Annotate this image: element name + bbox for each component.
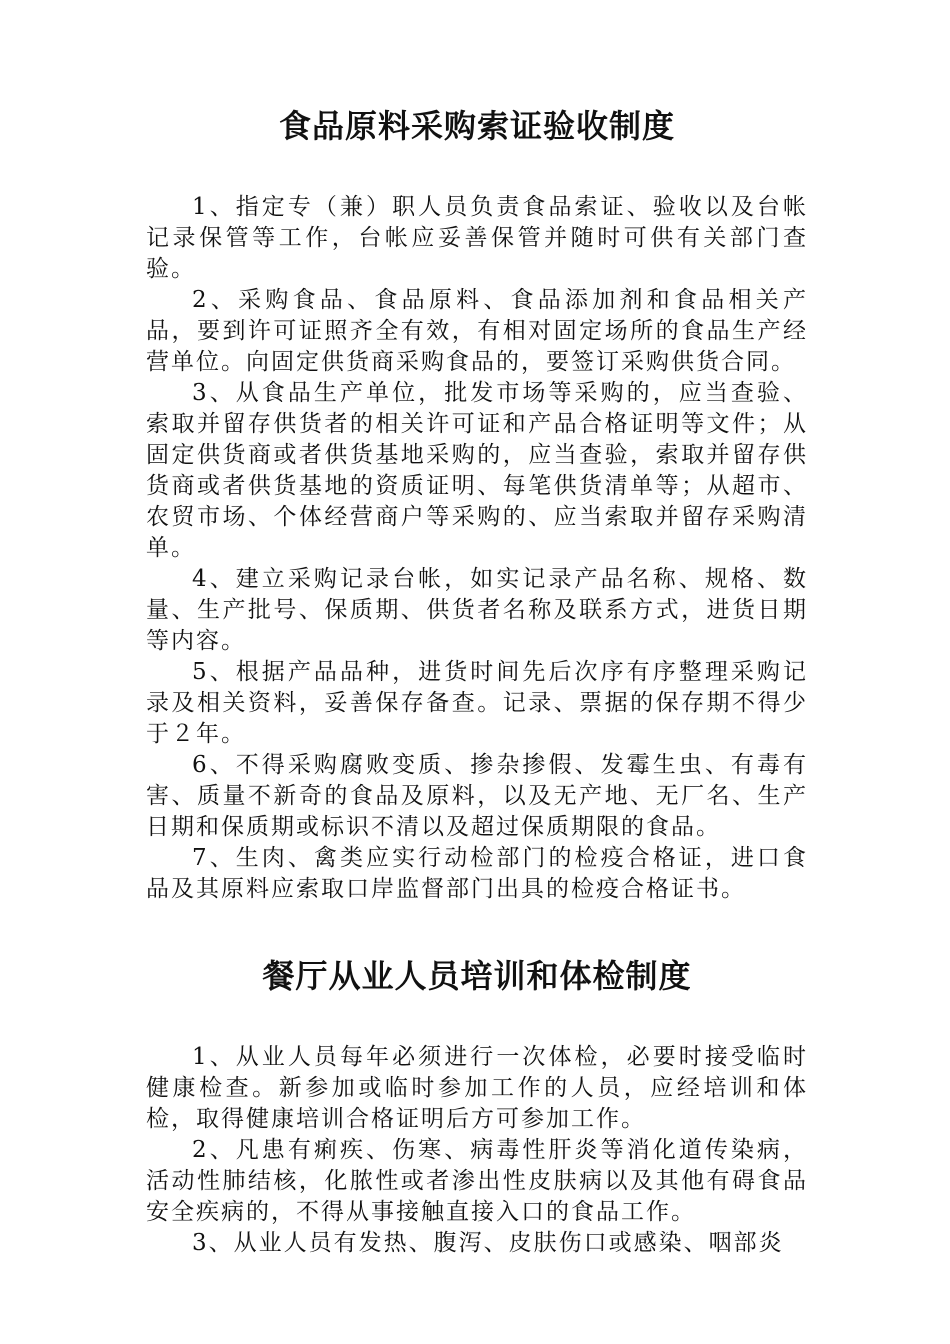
rule-item: 2、凡患有痢疾、伤寒、病毒性肝炎等消化道传染病，活动性肺结核，化脓性或者渗出性皮肤病以及其他有碍食品安全疾病的，不得从事接触直接入口的食品工作。 xyxy=(146,1137,808,1225)
rule-list xyxy=(146,192,808,905)
rule-list xyxy=(146,1042,808,1259)
rule-item: 1、从业人员每年必须进行一次体检，必要时接受临时健康检查。新参加或临时参加工作的人员，应经培训和体检，取得健康培训合格证明后方可参加工作。 xyxy=(146,1044,808,1132)
rule-item: 6、不得采购腐败变质、掺杂掺假、发霉生虫、有毒有害、质量不新奇的食品及原料，以及无产地、无厂名、生产日期和保质期或标识不清以及超过保质期限的食品。 xyxy=(146,752,808,840)
section-food-procurement xyxy=(146,100,808,905)
section-title: 食品原料采购索证验收制度 xyxy=(278,107,675,145)
rule-item: 2、采购食品、食品原料、食品添加剂和食品相关产品，要到许可证照齐全有效，有相对固定场所的食品生产经营单位。向固定供货商采购食品的，要签订采购供货合同。 xyxy=(146,287,808,375)
rule-item: 5、根据产品品种，进货时间先后次序有序整理采购记录及相关资料，妥善保存备查。记录、票据的保存期不得少于２年。 xyxy=(146,659,808,747)
section-title: 餐厅从业人员培训和体检制度 xyxy=(262,957,692,995)
rule-item: 3、从业人员有发热、腹泻、皮肤伤口或感染、咽部炎 xyxy=(192,1230,784,1256)
rule-item: 7、生肉、禽类应实行动检部门的检疫合格证，进口食品及其原料应索取口岸监督部门出具的检疫合格证书。 xyxy=(146,845,808,902)
section-staff-training xyxy=(146,950,808,1259)
rule-item: 3、从食品生产单位，批发市场等采购的，应当查验、索取并留存供货者的相关许可证和产品合格证明等文件；从固定供货商或者供货基地采购的，应当查验，索取并留存供货商或者供货基地的资质证明、每笔供货清单等；从超市、农贸市场、个体经营商户等采购的、应当索取并留存采购清单。 xyxy=(146,380,808,561)
rule-item: 1、指定专（兼）职人员负责食品索证、验收以及台帐记录保管等工作，台帐应妥善保管并随时可供有关部门查验。 xyxy=(146,194,808,282)
rule-item: 4、建立采购记录台帐，如实记录产品名称、规格、数量、生产批号、保质期、供货者名称及联系方式，进货日期等内容。 xyxy=(146,566,808,654)
